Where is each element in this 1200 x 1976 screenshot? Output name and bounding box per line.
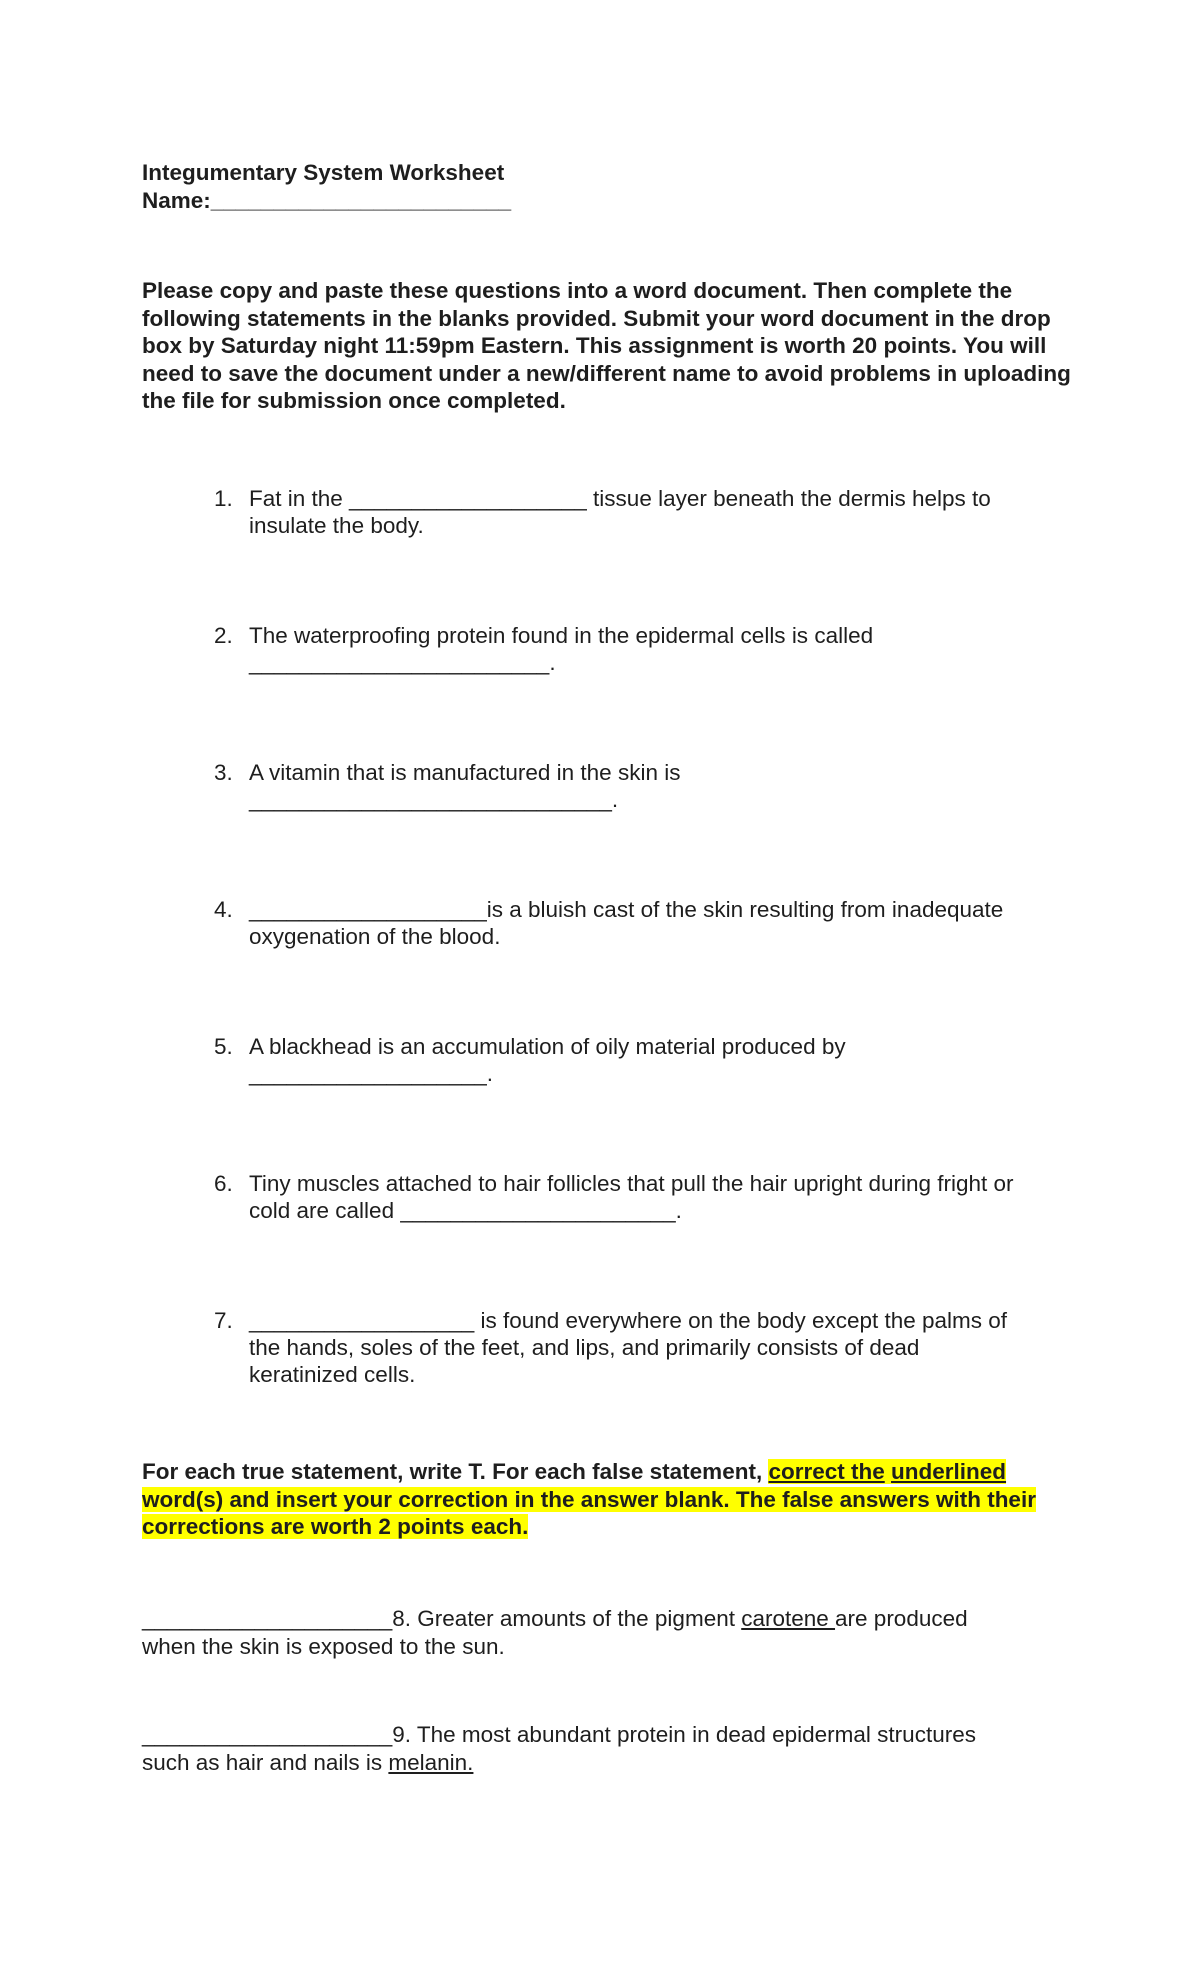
tf-item-text-line: such as hair and nails is (142, 1749, 389, 1775)
instructions-paragraph: Please copy and paste these questions into a word document. Then complete the following statements in the blanks provided. Submit your word document in the drop box by Saturday night 11:59pm Eastern. This assignment is worth 20 points. You will need to save the document under a new/different name to avoid problems in uploading the file for submission once completed. (142, 278, 1071, 413)
tf-instructions-intro: For each true statement, write T. For each false statement, (142, 1459, 769, 1484)
underlined-term: carotene (741, 1606, 836, 1631)
question-text-line: The waterproofing protein found in the epidermal cells is called (249, 623, 874, 648)
question-text-line: A vitamin that is manufactured in the skin is (249, 760, 681, 785)
tf-item-text-line: when the skin is exposed to the sun. (142, 1633, 505, 1659)
question-number: 7. (214, 1308, 233, 1333)
tf-item-text: 8. Greater amounts of the pigment (392, 1606, 742, 1631)
name-line (142, 187, 1072, 215)
answer-blank: ________________________. (249, 650, 556, 675)
question-text-line: keratinized cells. (249, 1362, 416, 1387)
name-blank: ________________________ (210, 187, 512, 213)
worksheet-header (142, 159, 1072, 214)
question-text-line: A blackhead is an accumulation of oily material produced by (249, 1034, 846, 1059)
name-label: Name: (142, 187, 211, 213)
question-text-line: insulate the body. (249, 513, 424, 538)
answer-blank: _____________________________. (249, 787, 619, 812)
question-text-line: oxygenation of the blood. (249, 924, 501, 949)
highlight-underlined: underlined (891, 1459, 1007, 1484)
underlined-term: melanin. (388, 1749, 474, 1775)
highlight-correct: correct (768, 1459, 851, 1484)
question-number: 6. (214, 1171, 233, 1196)
tf-item-text: 9. The most abundant protein in dead epidermal structures (392, 1722, 976, 1747)
tf-item-text: are produced (835, 1606, 968, 1631)
question-text-line: Fat in the ___________________ tissue layer beneath the dermis helps to (249, 486, 991, 511)
question-text-line: cold are called ______________________. (249, 1198, 682, 1223)
question-text-line: __________________ is found everywhere on the body except the palms of (249, 1308, 1008, 1333)
true-false-instructions (142, 1458, 1062, 1541)
answer-blank: ___________________. (249, 1061, 494, 1086)
question-text-line: the hands, soles of the feet, and lips, and primarily consists of dead (249, 1335, 920, 1360)
question-number: 2. (214, 623, 233, 648)
worksheet-title: Integumentary System Worksheet (142, 160, 505, 185)
question-text-line: ___________________is a bluish cast of the skin resulting from inadequate (249, 897, 1004, 922)
highlight-instructions-rest: word(s) and insert your correction in the answer blank. The false answers with their corrections are worth 2 points each. (142, 1486, 1036, 1539)
answer-blank: ____________________ (142, 1606, 393, 1631)
tf-item-8 (142, 1605, 1062, 1660)
question-number: 5. (214, 1034, 233, 1059)
question-number: 1. (214, 486, 233, 511)
question-number: 3. (214, 760, 233, 785)
highlight-the: the (851, 1459, 885, 1484)
question-text-line: Tiny muscles attached to hair follicles that pull the hair upright during fright or (249, 1171, 1014, 1196)
answer-blank: ____________________ (142, 1722, 393, 1747)
tf-item-9 (142, 1721, 1062, 1776)
question-number: 4. (214, 897, 233, 922)
